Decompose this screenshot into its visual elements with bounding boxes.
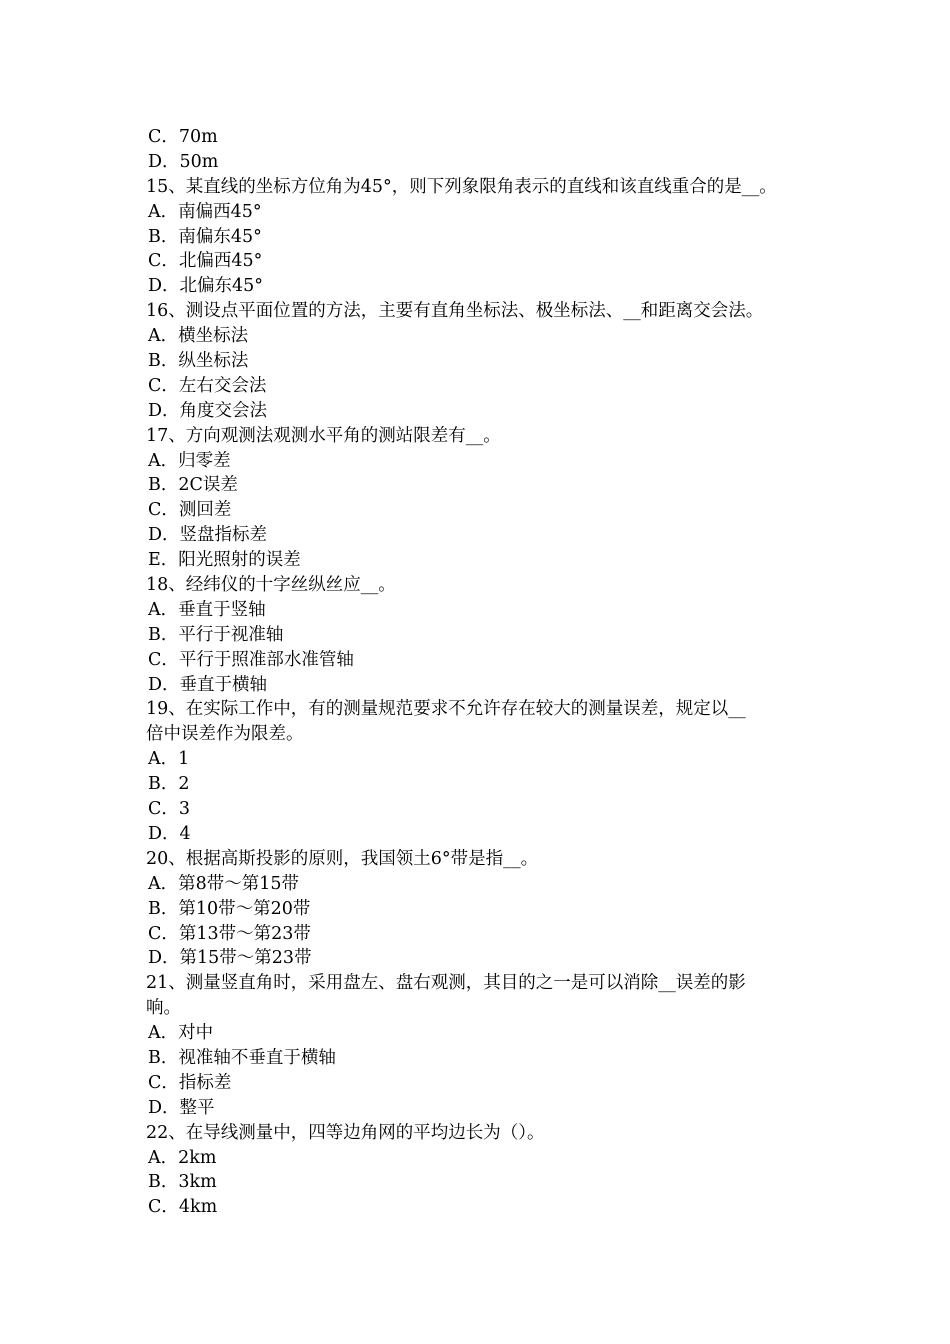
option-line: B．2C误差: [148, 475, 238, 496]
question-22: 22、在导线测量中，四等边角网的平均边长为（）。: [146, 1122, 545, 1143]
option-line: D．垂直于横轴: [148, 674, 268, 695]
option-line: B．第10带～第20带: [148, 898, 311, 919]
question-15: 15、某直线的坐标方位角为45°，则下列象限角表示的直线和该直线重合的是__。: [146, 176, 777, 197]
option-line: C．3: [148, 799, 191, 820]
question-16: 16、测设点平面位置的方法，主要有直角坐标法、极坐标法、__和距离交会法。: [146, 301, 764, 322]
option-line: D．竖盘指标差: [148, 525, 268, 546]
option-line: B．3km: [148, 1172, 217, 1193]
option-line: A．2km: [148, 1147, 217, 1168]
question-19: 19、在实际工作中，有的测量规范要求不允许存在较大的测量误差，规定以__: [146, 699, 746, 720]
option-line: D．第15带～第23带: [148, 948, 312, 969]
option-line: B．视准轴不垂直于横轴: [148, 1047, 336, 1068]
option-line: C．4km: [148, 1197, 218, 1218]
option-line: A．归零差: [148, 450, 231, 471]
option-line: B．纵坐标法: [148, 351, 249, 372]
option-line: C．平行于照准部水准管轴: [148, 649, 354, 670]
option-line: B．平行于视准轴: [148, 624, 284, 645]
question-21: 21、测量竖直角时，采用盘左、盘右观测，其目的之一是可以消除__误差的影: [146, 973, 746, 994]
option-line: A．垂直于竖轴: [148, 599, 266, 620]
option-line: B．2: [148, 774, 190, 795]
question-18: 18、经纬仪的十字丝纵丝应__。: [146, 575, 396, 596]
option-line: E．阳光照射的误差: [148, 550, 301, 571]
question-19-continued: 倍中误差作为限差。: [146, 724, 304, 745]
option-line: A．横坐标法: [148, 326, 249, 347]
document-body: [146, 125, 816, 1220]
question-17: 17、方向观测法观测水平角的测站限差有__。: [146, 425, 501, 446]
option-line: C．指标差: [148, 1072, 232, 1093]
option-line: D．50m: [148, 151, 219, 172]
option-line: C．测回差: [148, 500, 232, 521]
option-line: C．左右交会法: [148, 375, 267, 396]
option-line: A．第8带～第15带: [148, 873, 300, 894]
question-20: 20、根据高斯投影的原则，我国领土6°带是指__。: [146, 848, 539, 869]
question-21-continued: 响。: [146, 998, 181, 1019]
option-line: D．北偏东45°: [148, 276, 264, 297]
option-line: B．南偏东45°: [148, 226, 262, 247]
option-line: A．南偏西45°: [148, 201, 262, 222]
option-line: A．对中: [148, 1023, 214, 1044]
option-line: D．4: [148, 823, 191, 844]
option-line: C．北偏西45°: [148, 251, 263, 272]
option-line: D．角度交会法: [148, 400, 268, 421]
option-line: D．整平: [148, 1097, 215, 1118]
option-line: C．70m: [148, 127, 218, 147]
option-line: A．1: [148, 749, 190, 770]
option-line: C．第13带～第23带: [148, 923, 311, 944]
